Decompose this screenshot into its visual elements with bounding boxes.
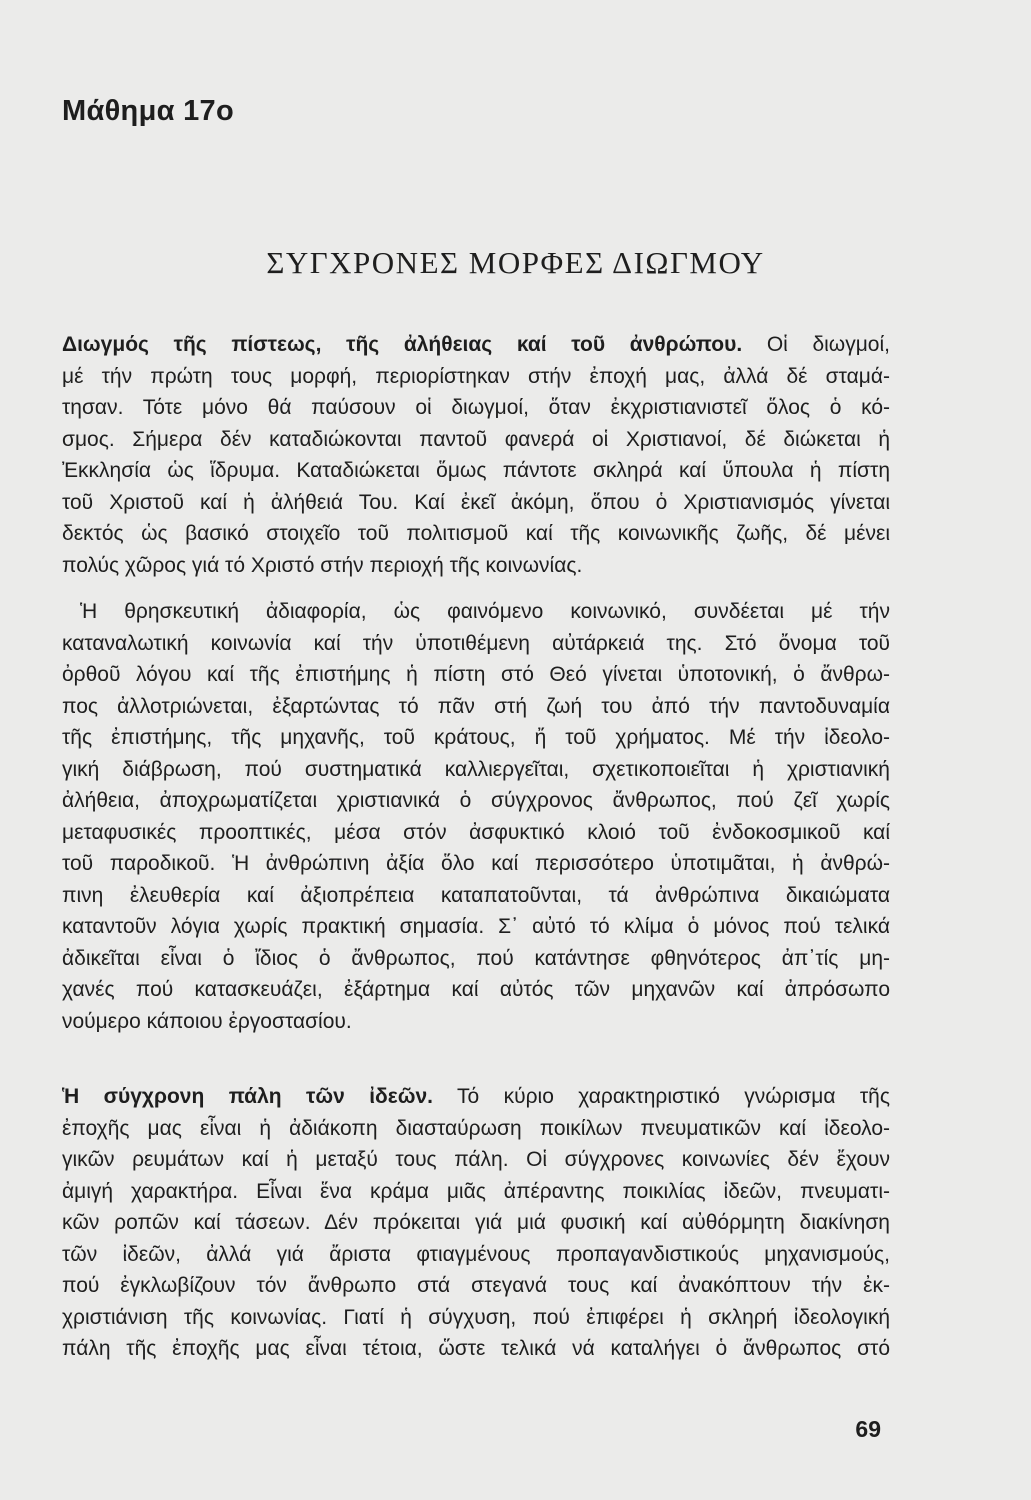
text-fragment: Οἱ διωγμοί, — [742, 333, 890, 356]
text-line: μεταφυσικές προοπτικές, μέσα στόν ἀσφυκτικό κλοιό τοῦ ἐνδοκοσμικοῦ καί — [62, 820, 890, 844]
text-line: δεκτός ὡς βασικό στοιχεῖο τοῦ πολιτισμοῦ καί τῆς κοινωνικῆς ζωῆς, δέ μένει — [62, 522, 890, 545]
text-line: ἀλήθεια, ἀποχρωματίζεται χριστιανικά ὁ σύγχρονος ἄνθρωπος, πού ζεῖ χωρίς — [62, 789, 890, 812]
text-line: τησαν. Τότε μόνο θά παύσουν οἱ διωγμοί, ὅταν ἐκχριστιανιστεῖ ὅλος ὁ κό- — [62, 396, 890, 419]
text-line: πάλη τῆς ἐποχῆς μας εἶναι τέτοια, ὥστε τελικά νά καταλήγει ὁ ἄνθρωπος στό — [62, 1337, 890, 1360]
text-line: χανές πού κατασκευάζει, ἐξάρτημα καί αὐτός τῶν μηχανῶν καί ἀπρόσωπο — [62, 978, 890, 1001]
text-line: Ἐκκλησία ὡς ἵδρυμα. Καταδιώκεται ὅμως πάντοτε σκληρά καί ὕπουλα ἡ πίστη — [62, 459, 890, 482]
text-line: ὀρθοῦ λόγου καί τῆς ἐπιστήμης ἡ πίστη στό Θεό γίνεται ὑποτονική, ὁ ἄνθρω- — [62, 663, 890, 686]
paragraph-persecution — [62, 329, 890, 581]
text-line: τοῦ Χριστοῦ καί ἡ ἀλήθειά Του. Καί ἐκεῖ ἀκόμη, ὅπου ὁ Χριστιανισμός γίνεται — [62, 490, 890, 514]
text-line: καταναλωτική κοινωνία καί τήν ὑποτιθέμενη αὐτάρκειά της. Στό ὄνομα τοῦ — [62, 631, 890, 655]
page-number: 69 — [855, 1416, 881, 1442]
text-line: ἀδικεῖται εἶναι ὁ ἴδιος ὁ ἄνθρωπος, πού κατάντησε φθηνότερος ἀπ᾿τίς μη- — [62, 946, 890, 970]
text-line: νούμερο κάποιου ἐργοστασίου. — [62, 1009, 352, 1033]
text-line: καταντοῦν λόγια χωρίς πρακτική σημασία. Σ᾿ αὐτό τό κλίμα ὁ μόνος πού τελικά — [62, 915, 890, 938]
text-line: πος ἀλλοτριώνεται, ἐξαρτώντας τό πᾶν στή ζωή του ἀπό τήν παντοδυναμία — [62, 694, 890, 718]
text-line: πολύς χῶρος γιά τό Χριστό στήν περιοχή τῆς κοινωνίας. — [62, 553, 583, 577]
chapter-title: ΣΥΓΧΡΟΝΕΣ ΜΟΡΦΕΣ ΔΙΩΓΜΟΥ — [266, 245, 765, 280]
text-line: ἐποχῆς μας εἶναι ἡ ἀδιάκοπη διασταύρωση ποικίλων πνευματικῶν καί ἰδεολο- — [62, 1116, 890, 1140]
text-line: τῆς ἐπιστήμης, τῆς μηχανῆς, τοῦ κράτους, ἤ τοῦ χρήματος. Μέ τήν ἰδεολο- — [62, 726, 890, 749]
paragraph-indifference — [62, 596, 890, 1037]
text-line: κῶν ροπῶν καί τάσεων. Δέν πρόκειται γιά μιά φυσική καί αὐθόρμητη διακίνηση — [62, 1211, 890, 1234]
text-line: γική διάβρωση, πού συστηματικά καλλιεργεῖται, σχετικοποιεῖται ἡ χριστιανική — [62, 757, 890, 781]
text-line: τοῦ παροδικοῦ. Ἡ ἀνθρώπινη ἀξία ὅλο καί περισσότερο ὑποτιμᾶται, ἡ ἀνθρώ- — [62, 852, 890, 875]
paragraph-struggle-of-ideas — [62, 1081, 890, 1365]
paragraph-heading: Ἡ σύγχρονη πάλη τῶν ἰδεῶν. — [62, 1085, 433, 1108]
lesson-title: Μάθημα 17ο — [62, 95, 234, 127]
text-line: πινη ἐλευθερία καί ἀξιοπρέπεια καταπατοῦνται, τά ἀνθρώπινα δικαιώματα — [62, 883, 890, 907]
text-line: ἀμιγή χαρακτήρα. Εἶναι ἕνα κράμα μιᾶς ἀπέραντης ποικιλίας ἰδεῶν, πνευματι- — [62, 1179, 890, 1203]
text-line: γικῶν ρευμάτων καί ἡ μεταξύ τους πάλη. Οἱ σύγχρονες κοινωνίες δέν ἔχουν — [62, 1148, 890, 1171]
paragraph-heading: Διωγμός τῆς πίστεως, τῆς ἀλήθειας καί τοῦ ἀνθρώπου. — [62, 333, 743, 356]
text-line: μέ τήν πρώτη τους μορφή, περιορίστηκαν στήν ἐποχή μας, ἀλλά δέ σταμά- — [62, 364, 890, 388]
text-line: Ἡ θρησκευτική ἀδιαφορία, ὡς φαινόμενο κοινωνικό, συνδέεται μέ τήν — [80, 600, 890, 623]
text-line — [62, 1081, 890, 1113]
text-line: τῶν ἰδεῶν, ἀλλά γιά ἄριστα φτιαγμένους προπαγανδιστικούς μηχανισμούς, — [62, 1242, 890, 1266]
text-line: πού ἐγκλωβίζουν τόν ἄνθρωπο στά στεγανά τους καί ἀνακόπτουν τήν ἐκ- — [62, 1274, 890, 1297]
text-line: σμος. Σήμερα δέν καταδιώκονται παντοῦ φανερά οἱ Χριστιανοί, δέ διώκεται ἡ — [62, 427, 890, 451]
text-fragment: Τό κύριο χαρακτηριστικό γνώρισμα τῆς — [432, 1085, 890, 1108]
text-line — [62, 329, 890, 361]
text-line: χριστιάνιση τῆς κοινωνίας. Γιατί ἡ σύγχυση, πού ἐπιφέρει ἡ σκληρή ἰδεολογική — [62, 1305, 890, 1329]
